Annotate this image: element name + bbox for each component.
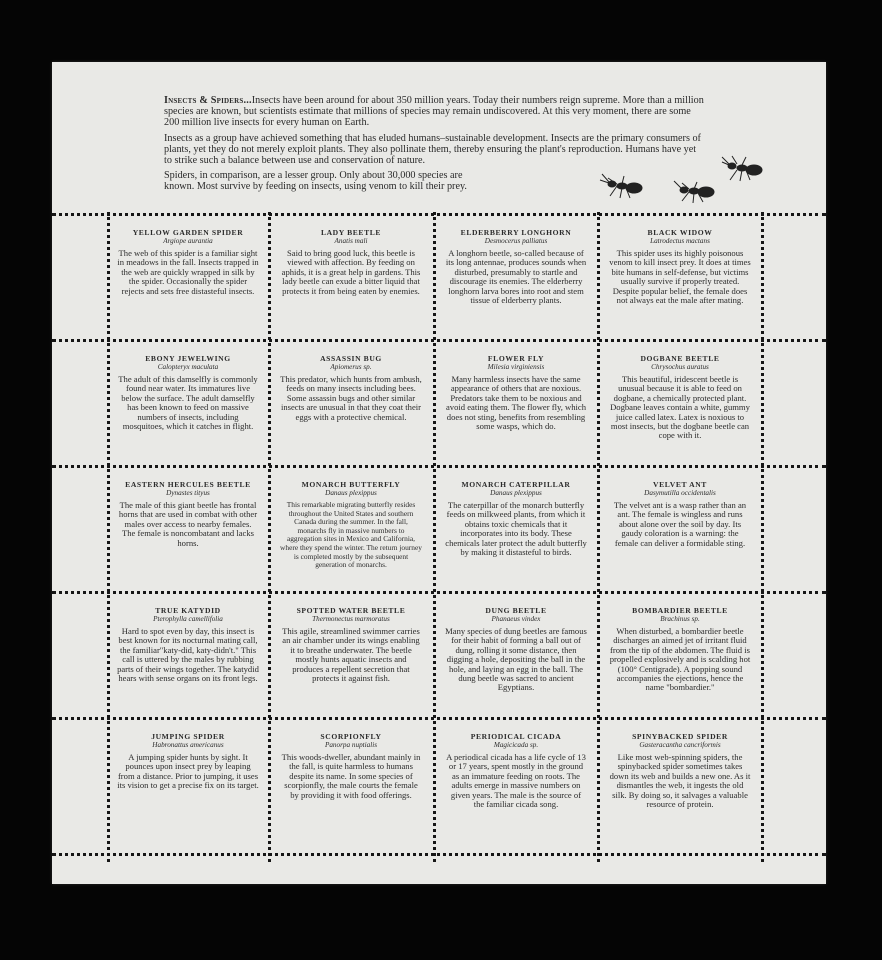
stamp-latin-name: Pterophylla camellifolia: [153, 615, 223, 623]
perforation-line: [597, 212, 600, 862]
stamp-true-katydid: [113, 591, 263, 709]
stamp-latin-name: Gasteracantha cancriformis: [639, 741, 721, 749]
ant-icon: [674, 181, 714, 203]
stamp-title: EBONY JEWELWING: [145, 354, 231, 363]
stamp-latin-name: Chrysochus auratus: [651, 363, 709, 371]
stamp-latin-name: Danaus plexippus: [490, 489, 542, 497]
intro-paragraph-3: Spiders, in comparison, are a lesser group. Only about 30,000 species are known. Most survive by feeding on insects, using venom to kill their prey.: [164, 170, 467, 193]
stamp-spinybacked-spider: [605, 717, 755, 835]
perforation-line: [107, 212, 110, 862]
stamp-elderberry-longhorn: [441, 213, 591, 331]
stamp-dung-beetle: [441, 591, 591, 709]
stamp-title: MONARCH BUTTERFLY: [301, 480, 401, 489]
ant-icon: [722, 156, 762, 181]
stamp-latin-name: Desmocerus palliatus: [484, 237, 548, 245]
stamp-title: BLACK WIDOW: [647, 228, 713, 237]
stamp-latin-name: Argiope aurantia: [163, 237, 213, 245]
stamp-title: FLOWER FLY: [487, 354, 545, 363]
intro-paragraph-1: Insects & Spiders...Insects have been around for about 350 million years. Today their numbers reign supreme. More than a million species are known, but scientists estimate that millions of species may remain undiscovered. At this very moment, there are some 200 million live insects for every human on Earth.: [164, 95, 704, 129]
stamp-eastern-hercules-beetle: [113, 465, 263, 583]
stamp-description: A longhorn beetle, so-called because of its long antennae, produces sounds when disturbed, presumably to startle and discourage its enemies. The elderberry longhorn larva bores into root and stem tissue of elderberry plants.: [445, 248, 587, 306]
perforation-line: [433, 212, 436, 862]
stamp-title: BOMBARDIER BEETLE: [632, 606, 728, 615]
stamp-monarch-caterpillar: [441, 465, 591, 583]
stamp-title: LADY BEETLE: [320, 228, 382, 237]
stamp-latin-name: Anatis mali: [334, 237, 368, 245]
stamp-yellow-garden-spider: [113, 213, 263, 331]
stamp-latin-name: Panorpa nuptialis: [324, 741, 378, 749]
stamp-title: VELVET ANT: [653, 480, 707, 489]
stamp-latin-name: Thermonectus marmoratus: [312, 615, 390, 623]
stamp-description: Hard to spot even by day, this insect is best known for its nocturnal mating call, the familiar"katy-did, katy-didn't." This call is uttered by the males by rubbing parts of their wings together. The katydid hears with sense organs on its front legs.: [117, 626, 259, 684]
perforation-line: [52, 853, 826, 856]
stamp-title: ELDERBERRY LONGHORN: [460, 228, 572, 237]
stamp-jumping-spider: [113, 717, 263, 835]
stamp-title: PERIODICAL CICADA: [470, 732, 562, 741]
ants-illustration: [572, 148, 782, 208]
stamp-latin-name: Dynastes tityus: [166, 489, 210, 497]
stamp-assassin-bug: [276, 339, 426, 457]
perforation-line: [268, 212, 271, 862]
stamp-title: DOGBANE BEETLE: [640, 354, 720, 363]
stamp-spotted-water-beetle: [276, 591, 426, 709]
stamp-scorpionfly: [276, 717, 426, 835]
stamp-description: This remarkable migrating butterfly resides throughout the United States and southern Canada during the summer. In the fall, monarchs fly in massive numbers to aggregation sites in Mexico and California, where they spend the winter. The return journey is completed mostly by the subsequent generation of monarchs.: [280, 500, 422, 570]
stamp-title: DUNG BEETLE: [485, 606, 547, 615]
stamp-description: A jumping spider hunts by sight. It pounces upon insect prey by leaping from a distance. Prior to jumping, it uses its vision to get a precise fix on its target.: [117, 752, 259, 791]
stamp-latin-name: Calopteryx maculata: [157, 363, 219, 371]
stamp-description: This agile, streamlined swimmer carries an air chamber under its wings enabling it to breathe underwater. The beetle mostly hunts aquatic insects and produces a repellent secretion that protects it against fish.: [282, 626, 420, 684]
stamp-description: Like most web-spinning spiders, the spinybacked spider sometimes takes down its web and builds a new one. As it dismantles the web, it ingests the old silk. By doing so, it salvages a valuable resource of protein.: [609, 752, 751, 810]
stamp-description: The male of this giant beetle has frontal horns that are used in combat with other males over access to nearby females. The female is noncombatant and lacks horns.: [118, 500, 258, 548]
stamp-description: The caterpillar of the monarch butterfly feeds on milkweed plants, from which it obtains toxic chemicals that it incorporates into its body. These chemicals later protect the adult butterfly by making it distasteful to birds.: [445, 500, 587, 558]
stamp-latin-name: Milesia virginiensis: [487, 363, 545, 371]
stamp-periodical-cicada: [441, 717, 591, 835]
stamp-description: This predator, which hunts from ambush, feeds on many insects including bees. Some assassin bugs and other similar insects are unusual in that they coat their eggs with a protective chemical.: [280, 374, 422, 422]
stamp-description: The adult of this damselfly is commonly found near water. Its immatures live below the surface. The adult damselfly has been known to feed on massive numbers of insects, including mosquitoes, which it catches in flight.: [118, 374, 258, 432]
stamp-latin-name: Apiomerus sp.: [330, 363, 372, 371]
stamp-description: The velvet ant is a wasp rather than an ant. The female is wingless and runs about alone over the soil by day. Its gaudy coloration is a warning: the female can deliver a formidable sting.: [613, 500, 747, 548]
stamp-title: SCORPIONFLY: [320, 732, 382, 741]
stamp-black-widow: [605, 213, 755, 331]
stamp-title: SPOTTED WATER BEETLE: [296, 606, 406, 615]
stamp-monarch-butterfly: [276, 465, 426, 583]
stamp-flower-fly: [441, 339, 591, 457]
stamp-title: SPINYBACKED SPIDER: [632, 732, 728, 741]
stamp-title: MONARCH CATERPILLAR: [461, 480, 571, 489]
stamp-description: Many species of dung beetles are famous for their habit of forming a ball out of dung, rolling it some distance, then digging a hole, depositing the ball in the hole, and laying an egg in the ball. The dung beetle was sacred to ancient Egyptians.: [445, 626, 587, 693]
stamp-description: The web of this spider is a familiar sight in meadows in the fall. Insects trapped in the web are quickly wrapped in silk by the spider. Occasionally the spider rejects and sets free distasteful insects.: [117, 248, 259, 296]
stamp-ebony-jewelwing: [113, 339, 263, 457]
stamp-title: JUMPING SPIDER: [151, 732, 225, 741]
stamp-latin-name: Danaus plexippus: [325, 489, 377, 497]
stamp-description: Many harmless insects have the same appearance of others that are noxious. Predators take them to be noxious and avoid eating them. The flower fly, which does not sting, benefits from resembling some wasps, which do.: [445, 374, 587, 432]
stamp-title: TRUE KATYDID: [155, 606, 221, 615]
stamp-latin-name: Latrodectus mactans: [650, 237, 710, 245]
intro-lead: Insects & Spiders...: [164, 95, 252, 106]
stamp-description: When disturbed, a bombardier beetle discharges an aimed jet of irritant fluid from the tip of the abdomen. The fluid is propelled explosively and is scalding hot (100° Centigrade). A popping sound accompanies the ejections, hence the name "bombardier.": [609, 626, 751, 693]
stamp-latin-name: Habronattus americanus: [152, 741, 224, 749]
stamp-description: A periodical cicada has a life cycle of 13 or 17 years, spent mostly in the ground as an immature feeding on roots. The adults emerge in massive numbers on given years. The male is the source of the familiar cicada song.: [446, 752, 586, 810]
stamp-velvet-ant: [605, 465, 755, 583]
ant-icon: [600, 174, 642, 198]
stamp-latin-name: Dasymutilla occidentalis: [644, 489, 716, 497]
stamp-sheet: [52, 62, 826, 884]
stamp-dogbane-beetle: [605, 339, 755, 457]
perforation-line: [761, 212, 764, 862]
stamp-latin-name: Magicicada sp.: [493, 741, 539, 749]
stamp-title: ASSASSIN BUG: [320, 354, 382, 363]
stamp-title: YELLOW GARDEN SPIDER: [132, 228, 244, 237]
intro-paragraph-2: Insects as a group have achieved something that has eluded humans–sustainable development. Insects are the primary consumers of plants, yet they do not merely exploit plants. They also pollinate them, thereby ensuring the plant's reproduction. Humans have yet to strike such a balance between use and conservation of nature.: [164, 132, 701, 167]
stamp-description: This spider uses its highly poisonous venom to kill insect prey. It does at times bite humans in self-defense, but victims usually survive if properly treated. Despite popular belief, the female does not always eat the male after mating.: [609, 248, 751, 306]
stamp-title: EASTERN HERCULES BEETLE: [125, 480, 251, 489]
stamp-latin-name: Brachinus sp.: [660, 615, 700, 623]
stamp-latin-name: Phanaeus vindex: [491, 615, 541, 623]
stamp-bombardier-beetle: [605, 591, 755, 709]
stamp-lady-beetle: [276, 213, 426, 331]
stamp-description: This woods-dweller, abundant mainly in the fall, is quite harmless to humans despite its name. In some species of scorpionfly, the male courts the female by providing it with food offerings.: [281, 752, 421, 800]
stamp-description: Said to bring good luck, this beetle is viewed with affection. By feeding on aphids, it is a great help in gardens. This lady beetle can exude a bitter liquid that protects it from being eaten by enemies.: [281, 248, 421, 296]
stamp-description: This beautiful, iridescent beetle is unusual because it is able to feed on dogbane, a chemically protected plant. Dogbane leaves contain a white, gummy juice called latex. Latex is noxious to most insects, but the dogbane beetle can cope with it.: [610, 374, 750, 441]
